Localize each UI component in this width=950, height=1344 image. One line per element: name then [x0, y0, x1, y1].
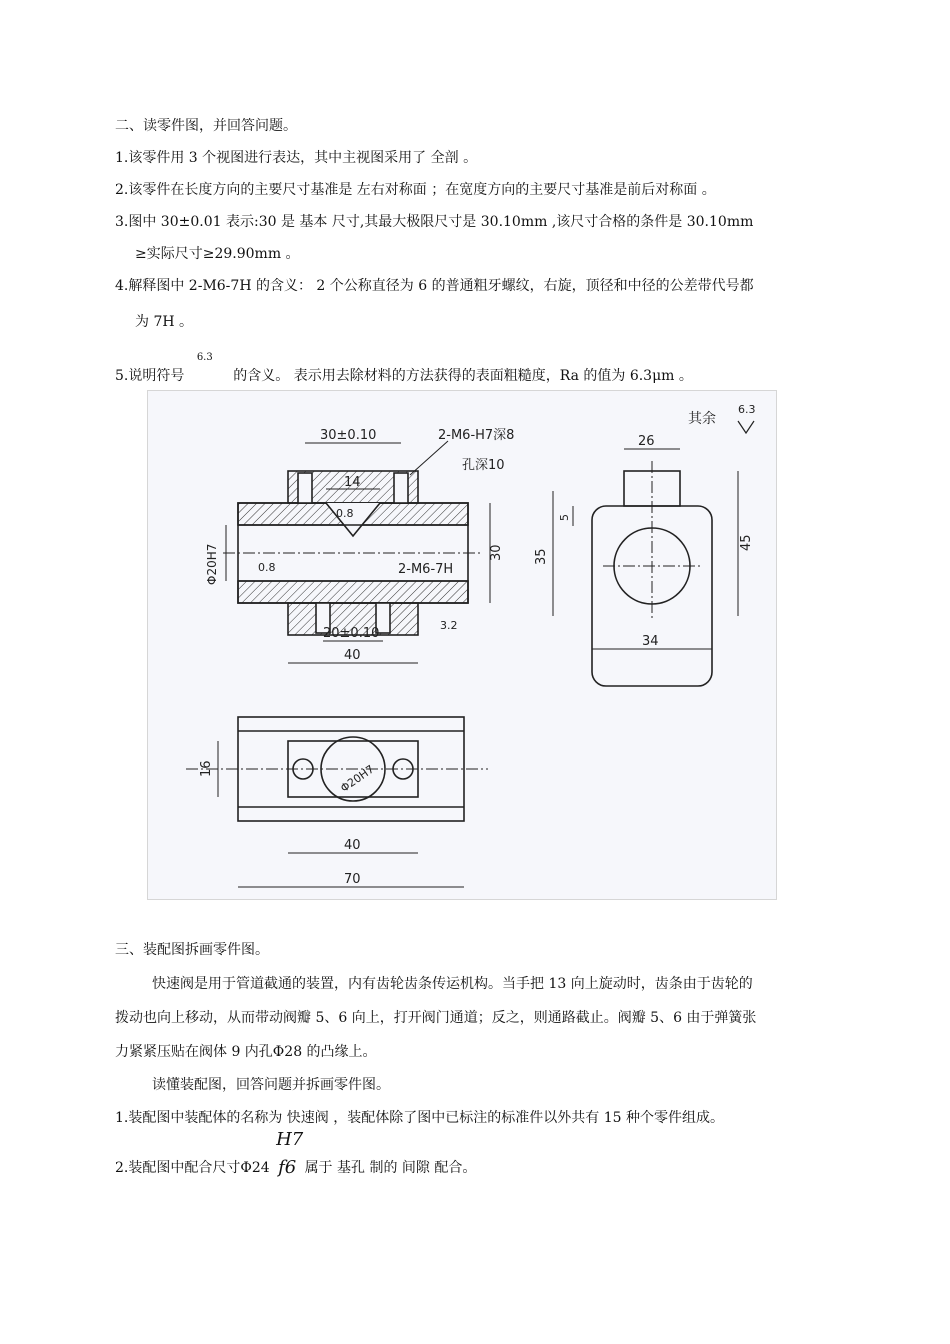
- label-roughness-32: 3.2: [440, 619, 458, 632]
- roughness-symbol-general: [738, 421, 754, 433]
- label-70: 70: [344, 872, 361, 887]
- fit-fraction: [274, 1129, 304, 1178]
- label-dia-20h7: Φ20H7: [205, 543, 219, 585]
- label-hole-depth: 孔深10: [462, 458, 505, 473]
- label-thread-7h: 2-M6-7H: [398, 562, 454, 577]
- label-40-front: 40: [344, 648, 361, 663]
- line-q4a: 4.解释图中 2-M6-7H 的含义： 2 个公称直径为 6 的普通粗牙螺纹，右旋，顶径和中径的公差带代号都: [115, 278, 754, 294]
- hole-left-top: [298, 473, 312, 503]
- label-30: 30: [489, 544, 504, 561]
- roughness-symbol-value: 6.3: [196, 352, 213, 363]
- label-roughness-08-a: 0.8: [336, 507, 354, 520]
- label-30-tol: 30±0.10: [320, 428, 377, 443]
- part-drawing-figure: [147, 390, 777, 900]
- label-remaining: 其余: [688, 411, 716, 427]
- line-q5: [115, 352, 693, 386]
- line-q4b: 为 7H 。: [135, 314, 194, 330]
- label-40-top: 40: [344, 838, 361, 853]
- line-q3b: ≥实际尺寸≥29.90mm 。: [135, 246, 300, 262]
- line-q3a: 3.图中 30±0.01 表示:30 是 基本 尺寸,其最大极限尺寸是 30.10mm ,该尺寸合格的条件是 30.10mm: [115, 214, 754, 230]
- q2-suffix: 属于 基孔 制的 间隙 配合。: [304, 1160, 477, 1176]
- front-body-bottom-hatch: [238, 581, 468, 603]
- line-s3-q2: [115, 1129, 477, 1178]
- label-14: 14: [344, 475, 361, 490]
- line-q1: 1.该零件用 3 个视图进行表达，其中主视图采用了 全剖 。: [115, 150, 478, 166]
- q2-prefix: 2.装配图中配合尺寸Φ24: [115, 1160, 270, 1176]
- label-dia-20h7-top: Φ20H7: [338, 762, 377, 795]
- label-remaining-roughness: 6.3: [738, 403, 756, 416]
- line-section2-title: 二、读零件图，并回答问题。: [115, 118, 297, 134]
- part-drawing-svg: [148, 391, 776, 899]
- label-5: 5: [558, 514, 571, 521]
- label-45: 45: [739, 534, 754, 551]
- label-26: 26: [638, 434, 655, 449]
- label-16: 16: [199, 760, 214, 777]
- line-p1b: 拨动也向上移动，从而带动阀瓣 5、6 向上，打开阀门通道；反之，则通路截止。阀瓣 5、6 由于弹簧张: [115, 1010, 757, 1026]
- fit-bottom: f6: [278, 1157, 297, 1178]
- label-35: 35: [534, 548, 549, 565]
- line-s3-q1: 1.装配图中装配体的名称为 快速阀 ，装配体除了图中已标注的标准件以外共有 15 种个零件组成。: [115, 1110, 724, 1126]
- q5-prefix: 5.说明符号: [115, 368, 185, 384]
- q5-suffix: 的含义。 表示用去除材料的方法获得的表面粗糙度，Ra 的值为 6.3μm 。: [233, 368, 693, 384]
- line-q2: 2.该零件在长度方向的主要尺寸基准是 左右对称面 ；在宽度方向的主要尺寸基准是前后对称面 。: [115, 182, 716, 198]
- label-20-tol: 20±0.10: [323, 626, 380, 641]
- hole-right-top: [394, 473, 408, 503]
- line-p2: 读懂装配图，回答问题并拆画零件图。: [152, 1077, 390, 1093]
- fit-top: H7: [276, 1129, 304, 1150]
- label-34: 34: [642, 634, 659, 649]
- line-p1c: 力紧紧压贴在阀体 9 内孔Φ28 的凸缘上。: [115, 1044, 377, 1060]
- line-section3-title: 三、装配图拆画零件图。: [115, 942, 269, 958]
- label-thread-callout: 2-M6-H7深8: [438, 428, 515, 443]
- roughness-symbol-inline: [189, 352, 229, 380]
- line-p1a: 快速阀是用于管道截通的装置，内有齿轮齿条传运机构。当手把 13 向上旋动时，齿条由于齿轮的: [152, 976, 753, 992]
- label-roughness-08-b: 0.8: [258, 561, 276, 574]
- callout-leader: [410, 441, 448, 475]
